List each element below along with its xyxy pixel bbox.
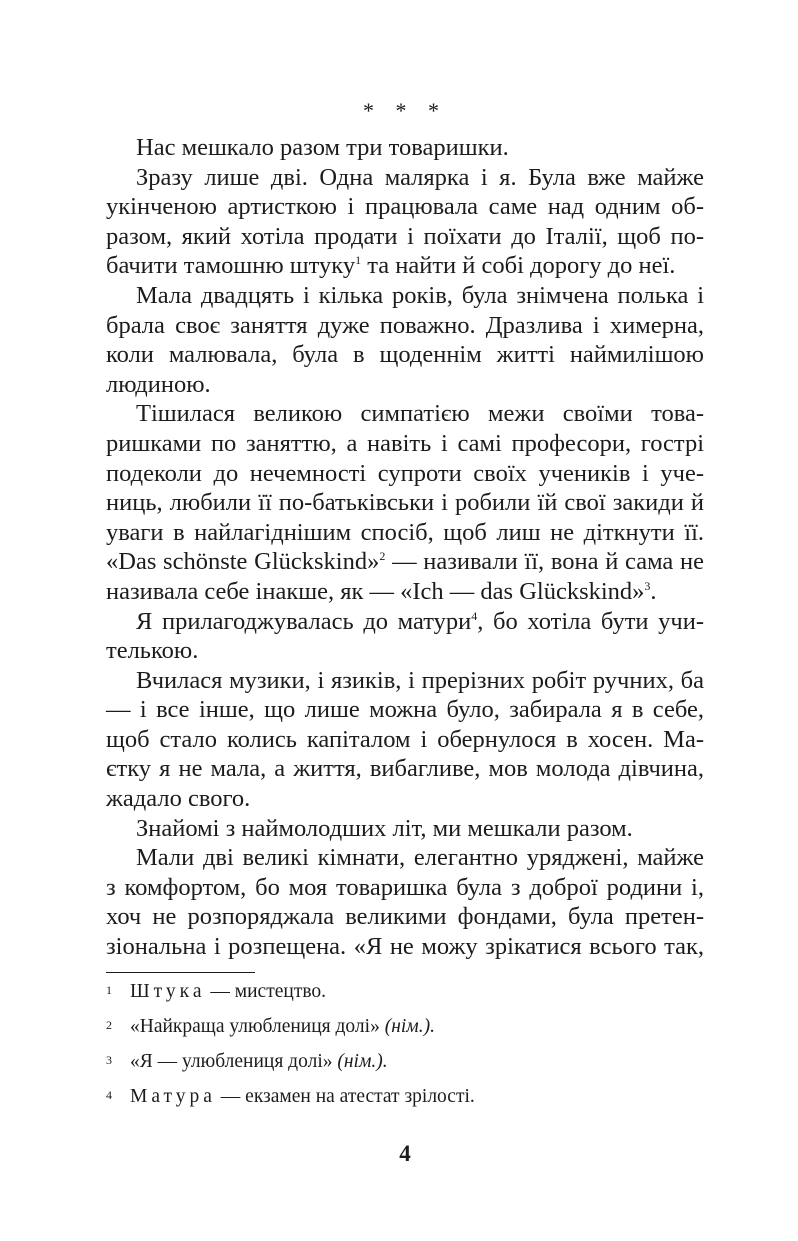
footnote-divider <box>106 972 255 973</box>
footnote-ref: 1 <box>355 253 362 268</box>
footnote-term: Матура <box>130 1086 216 1107</box>
footnote-definition: «Я — улюблениця долі» <box>130 1051 333 1072</box>
page-number: 4 <box>399 1141 411 1166</box>
paragraph: Мали дві великі кімнати, елегантно уряджені, майже з комфортом, бо моя товаришка була з доброї родини і, хоч не розпоряджала великими фондами, була претензіональна і розпещена. «Я не можу зрікатися всього так, <box>106 844 704 961</box>
footnotes <box>106 980 704 1120</box>
footnote-4 <box>106 1085 704 1120</box>
footnote-ref: 4 <box>471 608 478 623</box>
footnote-number: 1 <box>106 983 112 997</box>
footnote-text <box>130 980 326 1004</box>
footnote-text <box>130 1050 388 1074</box>
main-text <box>106 133 704 962</box>
footnote-number: 4 <box>106 1088 112 1102</box>
paragraph: Тішилася великою симпатією межи своїми товаришками по заняттю, а навіть і самі професори, гострі подеколи до нечемності супроти своїх учеників і учениць, любили її по-батьківськи і робили їй свої закиди й уваги в найлагіднішим спосіб, щоб лиш не діткнути її. «Das schönste Glückskind»$^2$ — називали її, вона й сама не називала себе інакше, як — «Ich — das Glückskind»$^3$. <box>106 400 704 605</box>
footnote-3 <box>106 1050 704 1085</box>
paragraph: Зразу лише дві. Одна малярка і я. Була вже майже укінченою артисткою і працювала саме над одним образом, який хотіла продати і поїхати до Італії, щоб побачити тамошню штуку$^1$ та найти й собі дорогу до неї. <box>106 163 704 280</box>
paragraph: Вчилася музики, і язиків, і прерізних робіт ручних, ба — і все інше, що лише можна було, забирала я в себе, щоб стало колись капіталом і обернулося в хосен. Маєтку я не мала, а життя, вибагливе, мов молода дівчина, жадало свого. <box>106 666 704 813</box>
footnote-1 <box>106 980 704 1015</box>
paragraph: Мала двадцять і кілька років, була знімчена полька і брала своє заняття дуже поважно. Дразлива і химерна, коли малювала, була в щоденнім житті наймилішою людиною. <box>106 281 704 398</box>
section-separator: * * * <box>363 98 447 123</box>
footnote-language-note: (нім.). <box>337 1051 388 1072</box>
paragraph: Я прилагоджувалась до матури$^4$, бо хотіла бути учителькою. <box>106 607 705 665</box>
footnote-language-note: (нім.). <box>384 1016 435 1037</box>
paragraph: Знайомі з наймолодших літ, ми мешкали разом. <box>136 814 633 842</box>
footnote-number: 3 <box>106 1053 112 1067</box>
footnote-ref: 3 <box>644 578 651 593</box>
paragraph: Нас мешкало разом три товаришки. <box>136 134 509 161</box>
footnote-text <box>130 1085 475 1109</box>
footnote-definition: «Найкраща улюблениця долі» <box>130 1016 380 1037</box>
footnote-text <box>130 1015 435 1039</box>
footnote-definition: — мистецтво. <box>210 981 327 1002</box>
footnote-ref: 2 <box>379 549 386 564</box>
footnote-definition: — екзамен на атестат зрілості. <box>220 1086 475 1107</box>
footnote-term: Штука <box>130 981 206 1002</box>
footnote-2 <box>106 1015 704 1050</box>
footnote-number: 2 <box>106 1018 112 1032</box>
